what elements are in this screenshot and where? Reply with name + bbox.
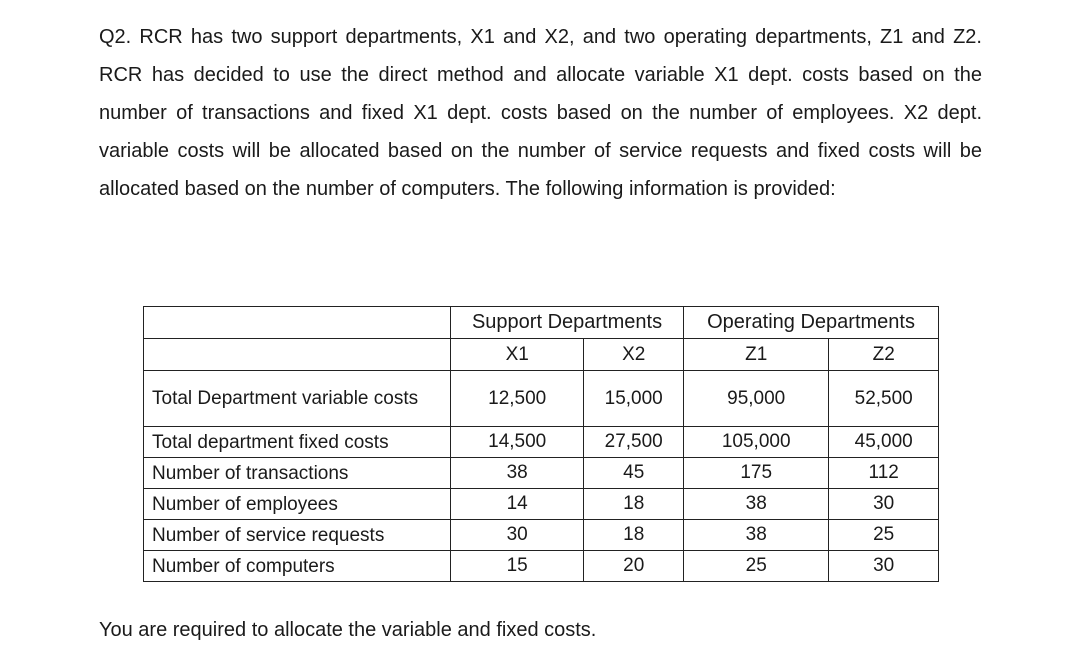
column-header-x2: X2	[584, 339, 684, 371]
table-cell: 14	[451, 489, 584, 520]
table-cell: 38	[451, 458, 584, 489]
instruction-text: You are required to allocate the variable and fixed costs.	[99, 619, 597, 641]
cost-data-table	[143, 306, 939, 582]
table-cell: 25	[829, 520, 939, 551]
table-cell: 15	[451, 551, 584, 582]
question-text: Q2. RCR has two support departments, X1 and X2, and two operating departments, Z1 and Z2. RCR has decided to use the direct method and allocate variable X1 dept. costs based on the number of transactions and fixed X1 dept. costs based on the number of employees. X2 dept. variable costs will be allocated based on the number of service requests and fixed costs will be allocated based on the number of computers. The following information is provided:	[99, 26, 982, 200]
table-row	[144, 458, 939, 489]
table-cell: 45	[584, 458, 684, 489]
table-cell: 18	[584, 489, 684, 520]
table-cell: 14,500	[451, 427, 584, 458]
table-cell: 25	[684, 551, 829, 582]
table-cell: 38	[684, 520, 829, 551]
table-cell: 105,000	[684, 427, 829, 458]
table-cell: 95,000	[684, 371, 829, 427]
row-label: Total department fixed costs	[144, 427, 451, 458]
row-label: Number of transactions	[144, 458, 451, 489]
table-cell: 175	[684, 458, 829, 489]
group-header-support: Support Departments	[451, 307, 684, 339]
table-cell: 38	[684, 489, 829, 520]
group-header-row	[144, 307, 939, 339]
row-label: Total Department variable costs	[144, 371, 451, 427]
row-label: Number of service requests	[144, 520, 451, 551]
table-row	[144, 427, 939, 458]
column-header-x1: X1	[451, 339, 584, 371]
table-cell: 112	[829, 458, 939, 489]
table-row	[144, 520, 939, 551]
table-cell: 45,000	[829, 427, 939, 458]
corner-cell	[144, 307, 451, 339]
row-label: Number of employees	[144, 489, 451, 520]
table-cell: 30	[829, 551, 939, 582]
table-cell: 27,500	[584, 427, 684, 458]
table-cell: 18	[584, 520, 684, 551]
table-cell: 52,500	[829, 371, 939, 427]
table-cell: 15,000	[584, 371, 684, 427]
corner-cell	[144, 339, 451, 371]
column-header-z1: Z1	[684, 339, 829, 371]
table-cell: 12,500	[451, 371, 584, 427]
table-cell: 20	[584, 551, 684, 582]
row-label: Number of computers	[144, 551, 451, 582]
table-row	[144, 489, 939, 520]
column-header-row	[144, 339, 939, 371]
table-cell: 30	[829, 489, 939, 520]
column-header-z2: Z2	[829, 339, 939, 371]
table-cell: 30	[451, 520, 584, 551]
group-header-operating: Operating Departments	[684, 307, 939, 339]
table-row	[144, 551, 939, 582]
table-row	[144, 371, 939, 427]
